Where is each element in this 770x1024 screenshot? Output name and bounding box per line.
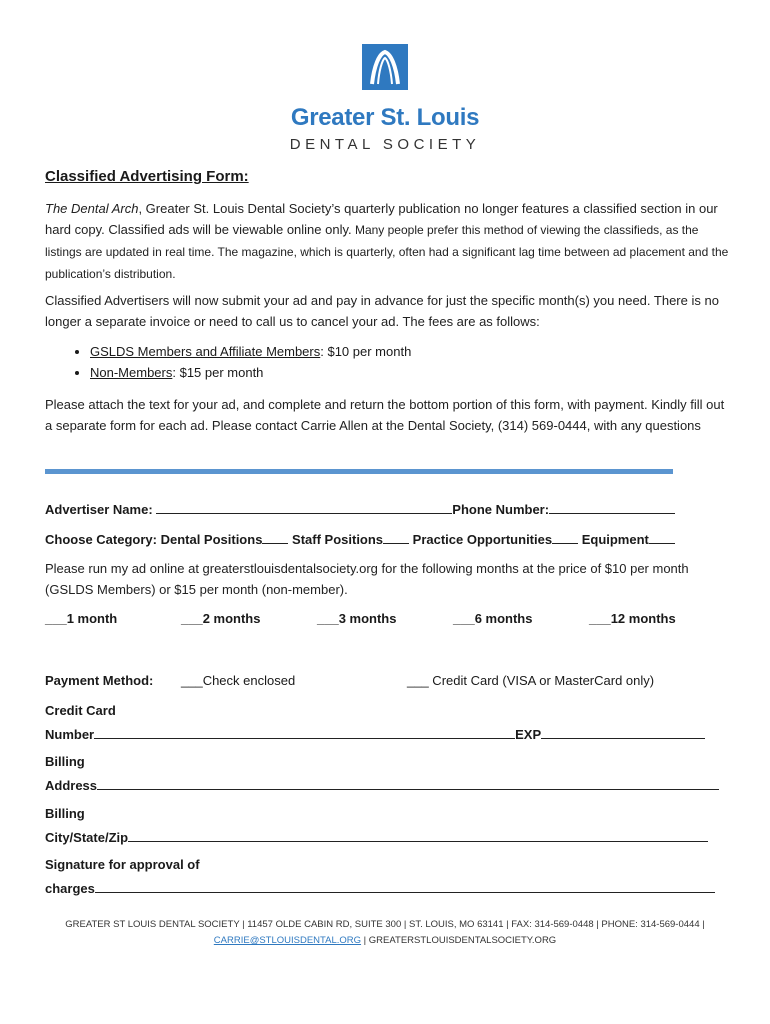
fee-price: : $15 per month bbox=[172, 365, 264, 380]
footer bbox=[30, 917, 740, 949]
arch-logo bbox=[362, 44, 408, 90]
cc-number-field[interactable] bbox=[94, 724, 515, 739]
check-enclosed-option[interactable]: ___Check enclosed bbox=[181, 673, 296, 688]
org-name: Greater St. Louis bbox=[290, 104, 480, 131]
advertiser-name-label: Advertiser Name: bbox=[45, 502, 157, 517]
month-option-6[interactable]: ___6 months bbox=[453, 611, 533, 626]
fee-list bbox=[45, 341, 411, 383]
intro-paragraph bbox=[45, 198, 735, 285]
cc-number-label: Number bbox=[45, 727, 95, 742]
category-dental-label: Choose Category: Dental Positions bbox=[45, 532, 263, 547]
fee-item-members bbox=[90, 341, 411, 362]
signature-label: charges bbox=[45, 881, 95, 896]
category-practice-label: Practice Opportunities bbox=[409, 532, 553, 547]
billing-city-label: City/State/Zip bbox=[45, 830, 129, 845]
signature-field[interactable] bbox=[95, 878, 715, 893]
signature-label-line1: Signature for approval of bbox=[45, 857, 200, 872]
month-option-3[interactable]: ___3 months bbox=[317, 611, 397, 626]
phone-field[interactable] bbox=[549, 499, 675, 514]
run-months-text: Please run my ad online at greaterstlouisdentalsociety.org for the following months at the price of $10 per month (GSLDS Members) or $15 per month (non-member). bbox=[45, 561, 689, 597]
footer-contact-line bbox=[30, 933, 740, 949]
exp-label: EXP bbox=[515, 727, 542, 742]
practice-opportunities-blank[interactable] bbox=[552, 529, 578, 544]
cc-number-row bbox=[45, 724, 705, 742]
billing-address-label: Address bbox=[45, 778, 98, 793]
billing-address-row bbox=[45, 775, 719, 793]
cc-number-label-line1: Credit Card bbox=[45, 703, 116, 718]
org-subtitle: DENTAL SOCIETY bbox=[289, 136, 481, 153]
gateway-arch-icon bbox=[362, 44, 408, 90]
billing-address-field[interactable] bbox=[97, 775, 719, 790]
intro-text: , Greater St. Louis Dental Society’s quarterly publication no longer features a classified section in our hard copy. Classified ads will be viewable online only. bbox=[45, 201, 718, 237]
dental-positions-blank[interactable] bbox=[262, 529, 288, 544]
footer-website: GREATERSTLOUISDENTALSOCIETY.ORG bbox=[368, 935, 557, 946]
fee-label: Non-Members bbox=[90, 365, 173, 380]
instructions-paragraph: Please attach the text for your ad, and complete and return the bottom portion of this form, with payment. Kindly fill out a separate form for each ad. Please contact Carrie Allen at the Dental Society, (314) 569-0444, with any questions bbox=[45, 397, 725, 433]
fee-price: : $10 per month bbox=[320, 344, 412, 359]
category-equipment-label: Equipment bbox=[578, 532, 649, 547]
month-option-1[interactable]: ___1 month bbox=[45, 611, 118, 626]
fees-intro: Classified Advertisers will now submit your ad and pay in advance for just the specific month(s) you need. There is no longer a separate invoice or need to call us to cancel your ad. The fees are as follows: bbox=[45, 293, 719, 329]
advertiser-name-field[interactable] bbox=[156, 499, 452, 514]
advertiser-row bbox=[45, 499, 675, 517]
fee-label: GSLDS Members and Affiliate Members bbox=[90, 344, 321, 359]
footer-separator: | bbox=[361, 935, 369, 946]
equipment-blank[interactable] bbox=[649, 529, 675, 544]
category-row bbox=[45, 529, 675, 547]
form-title: Classified Advertising Form: bbox=[45, 168, 249, 185]
payment-method-label: Payment Method: bbox=[45, 673, 154, 688]
month-option-2[interactable]: ___2 months bbox=[181, 611, 261, 626]
section-divider bbox=[45, 469, 673, 474]
signature-row bbox=[45, 878, 715, 896]
billing-city-label-line1: Billing bbox=[45, 806, 85, 821]
fee-item-nonmembers bbox=[90, 362, 411, 383]
staff-positions-blank[interactable] bbox=[383, 529, 409, 544]
billing-city-field[interactable] bbox=[128, 827, 708, 842]
billing-address-label-line1: Billing bbox=[45, 754, 85, 769]
category-staff-label: Staff Positions bbox=[288, 532, 384, 547]
publication-name: The Dental Arch bbox=[45, 201, 139, 216]
billing-city-row bbox=[45, 827, 708, 845]
credit-card-option[interactable]: ___ Credit Card (VISA or MasterCard only) bbox=[407, 673, 655, 688]
month-option-12[interactable]: ___12 months bbox=[589, 611, 676, 626]
exp-field[interactable] bbox=[541, 724, 705, 739]
phone-label: Phone Number: bbox=[452, 502, 550, 517]
footer-address: GREATER ST LOUIS DENTAL SOCIETY | 11457 OLDE CABIN RD, SUITE 300 | ST. LOUIS, MO 63141 | FAX: 314-569-0448 | PHONE: 314-569-0444 | bbox=[65, 919, 705, 930]
email-link[interactable]: CARRIE@STLOUISDENTAL.ORG bbox=[213, 935, 362, 946]
intro-small-text: Many people prefer this method of viewing the classifieds, as the listings are updated in real time. The magazine, which is quarterly, often had a significant lag time between ad placement and the publication’s distribution. bbox=[45, 223, 729, 281]
